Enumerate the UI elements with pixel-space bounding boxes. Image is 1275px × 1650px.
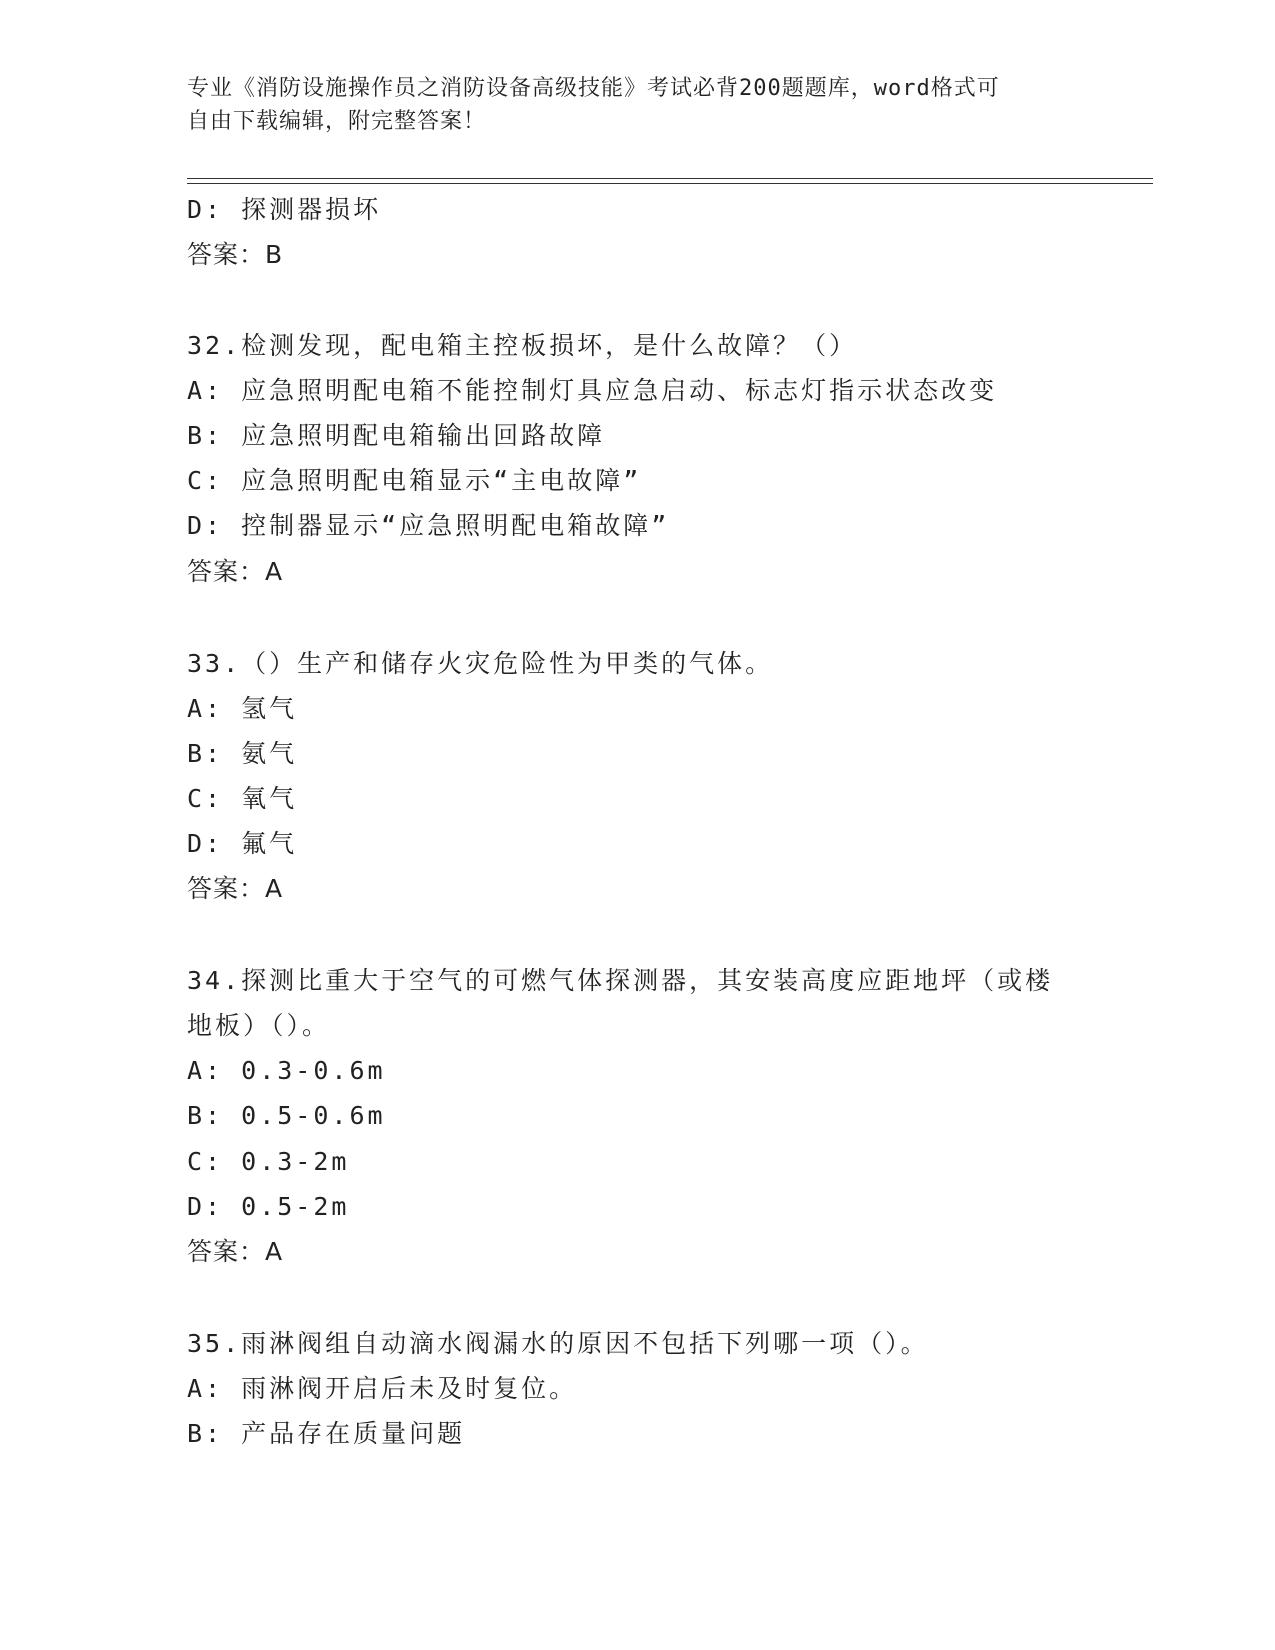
q34-stem-line-2: 地板）（）。 [187,1011,331,1040]
q33-option-d: D: 氟气 [187,829,298,858]
q34-option-b: B: 0.5-0.6m [187,1101,386,1130]
q32-option-d: D: 控制器显示“应急照明配电箱故障” [187,511,670,540]
header-line-2: 自由下载编辑，附完整答案！ [187,109,487,134]
q35-option-b: B: 产品存在质量问题 [187,1419,466,1448]
q33-option-b: B: 氨气 [187,739,298,768]
q32-option-b: B: 应急照明配电箱输出回路故障 [187,421,606,450]
q31-option-d: D: 探测器损坏 [187,195,382,224]
q35-option-a: A: 雨淋阀开启后未及时复位。 [187,1374,578,1403]
q34-option-a: A: 0.3-0.6m [187,1056,386,1085]
q34-answer: 答案：A [187,1237,284,1266]
q34-option-c: C: 0.3-2m [187,1147,350,1176]
header-divider-top [187,178,1153,179]
q33-answer: 答案：A [187,874,284,903]
q33-stem: 33.（）生产和储存火灾危险性为甲类的气体。 [187,649,774,678]
header-divider-bottom [187,183,1153,184]
q32-answer: 答案：A [187,557,284,586]
document-header [187,72,1067,138]
q31-answer: 答案：B [187,240,284,269]
q35-stem: 35.雨淋阀组自动滴水阀漏水的原因不包括下列哪一项（）。 [187,1329,929,1358]
header-line-1: 专业《消防设施操作员之消防设备高级技能》考试必背200题题库，word格式可 [187,76,1000,101]
q33-option-c: C: 氧气 [187,784,298,813]
q32-option-a: A: 应急照明配电箱不能控制灯具应急启动、标志灯指示状态改变 [187,376,998,405]
q32-stem: 32.检测发现，配电箱主控板损坏，是什么故障？（） [187,331,858,360]
q32-option-c: C: 应急照明配电箱显示“主电故障” [187,466,642,495]
q33-option-a: A: 氢气 [187,694,298,723]
q34-stem-line-1: 34.探测比重大于空气的可燃气体探测器，其安装高度应距地坪（或楼 [187,966,1054,995]
q34-option-d: D: 0.5-2m [187,1192,350,1221]
